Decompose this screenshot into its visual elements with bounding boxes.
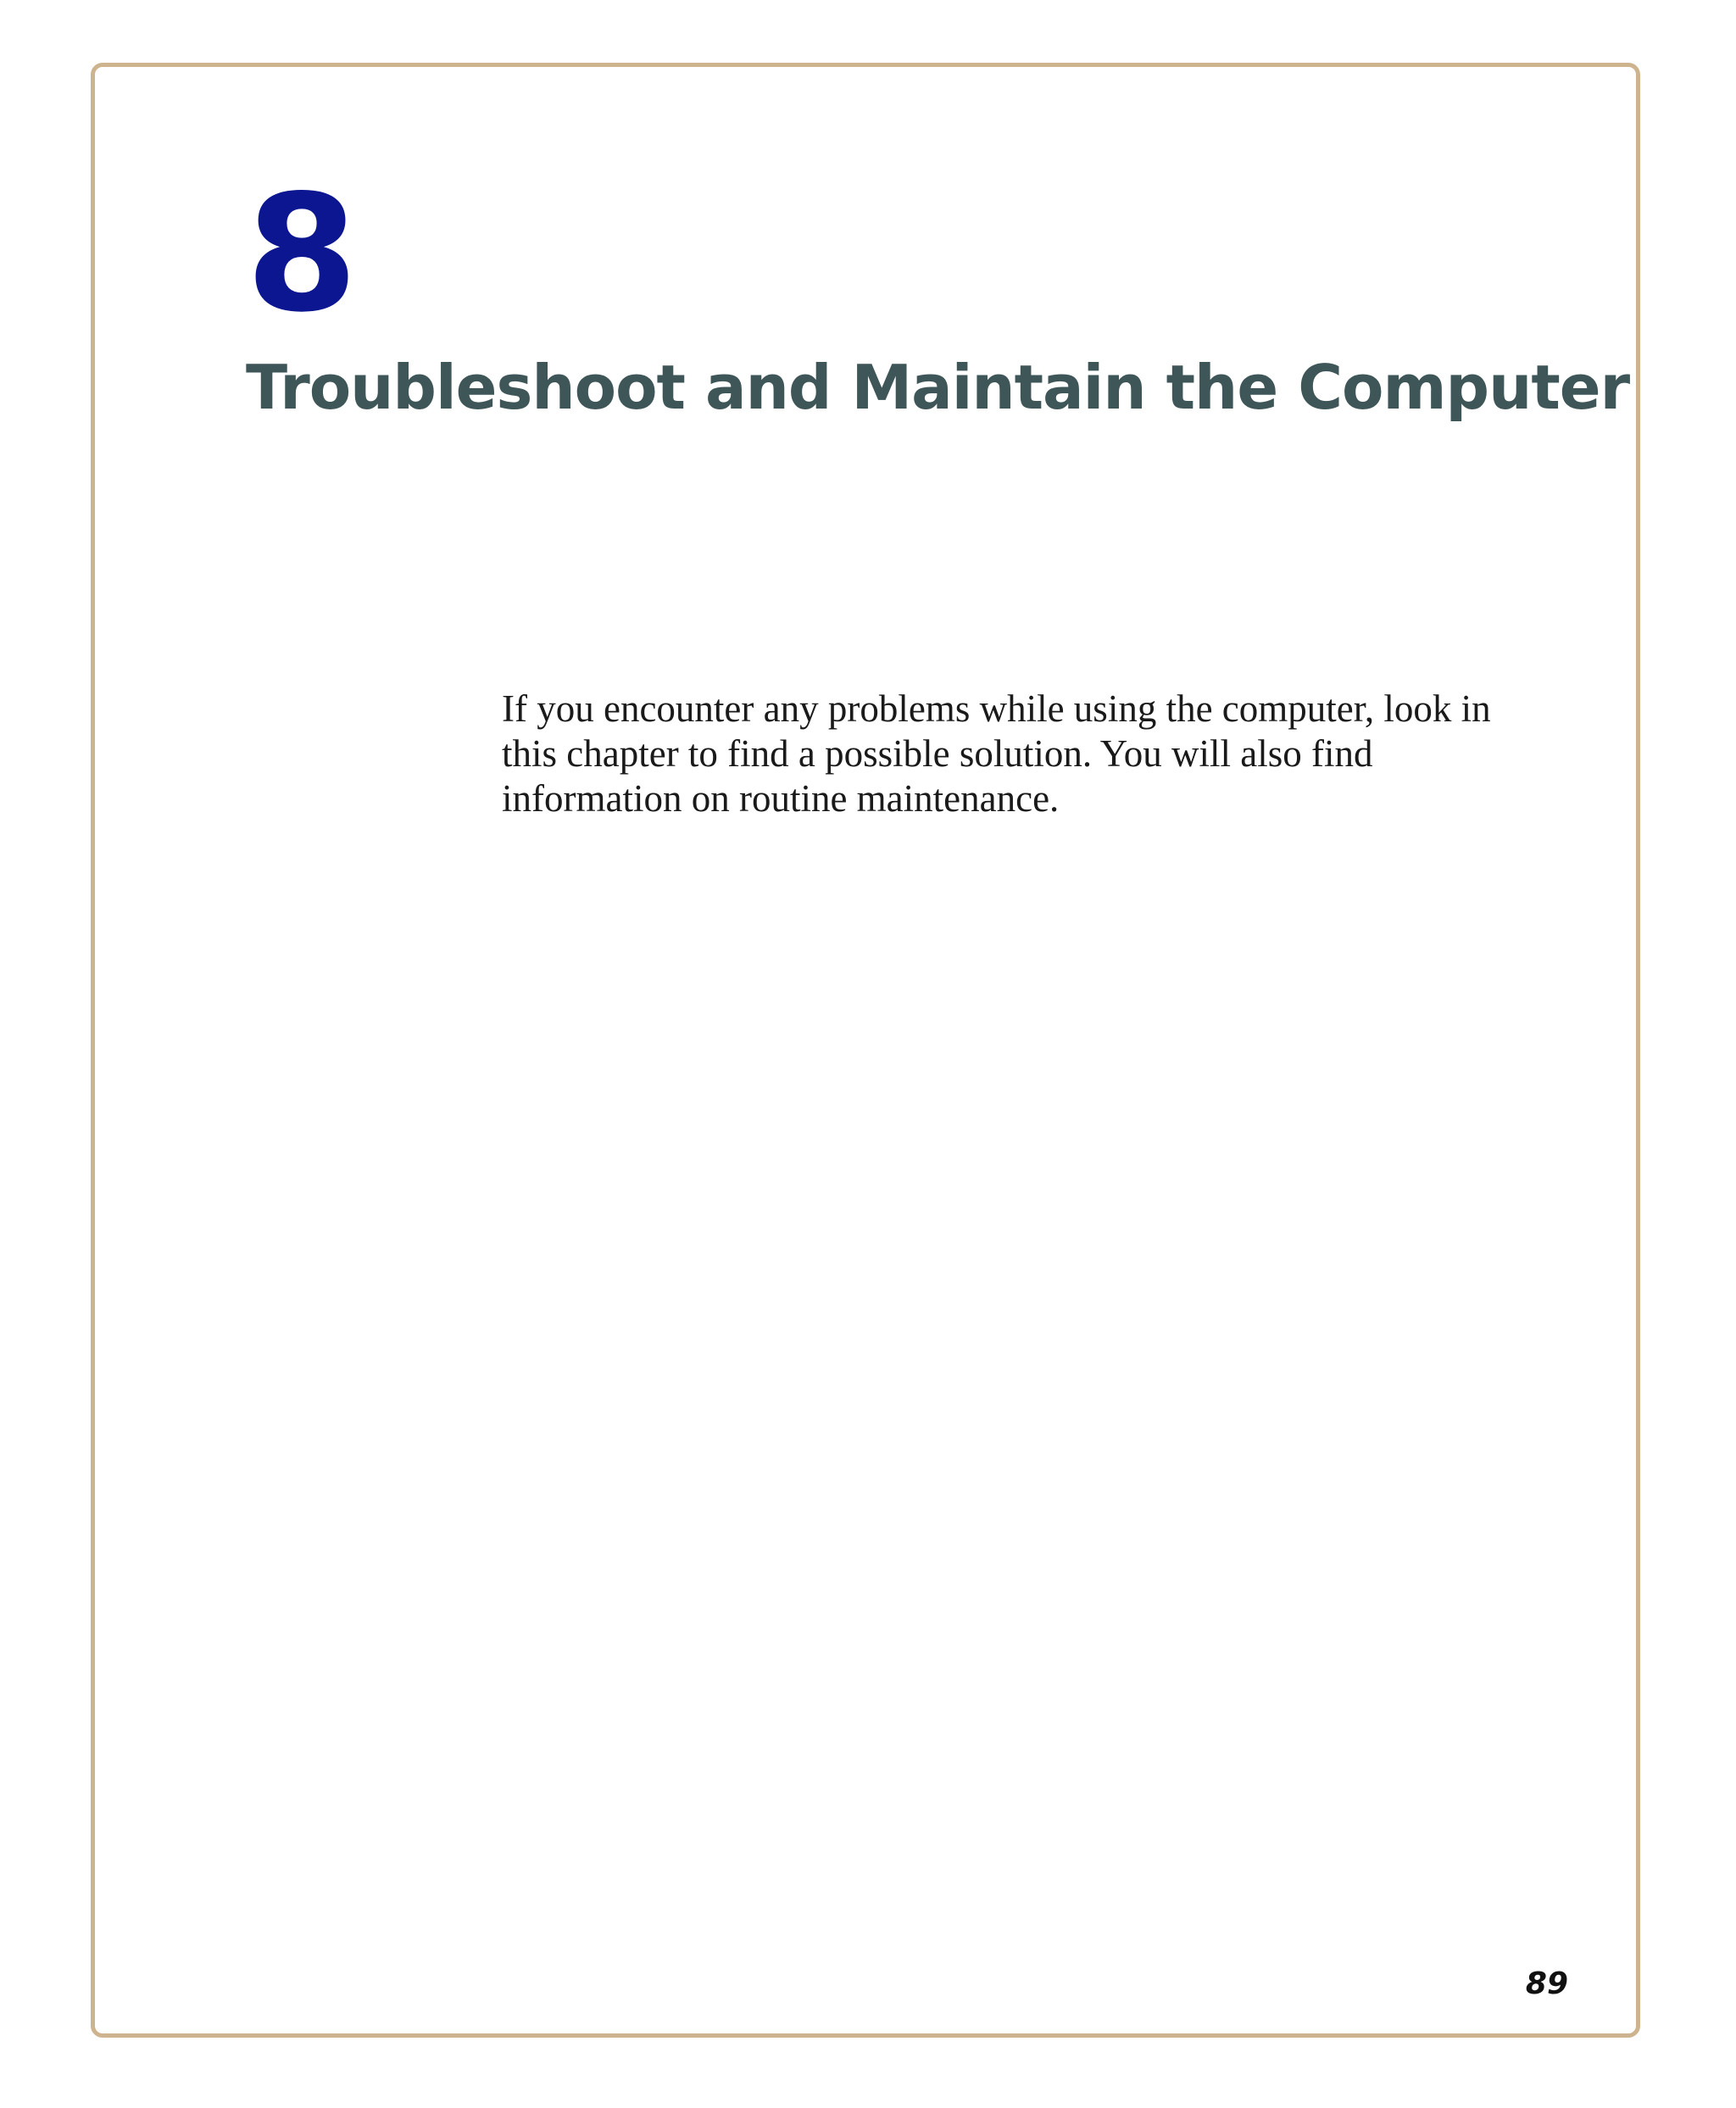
chapter-number: 8 [246, 160, 355, 348]
page-number: 89 [1525, 1966, 1568, 2001]
chapter-intro-paragraph: If you encounter any problems while using the computer, look in this chapter to find a possible solution. You will also find information on routine maintenance. [502, 687, 1491, 820]
chapter-intro [502, 687, 1494, 821]
chapter-title: Troubleshoot and Maintain the Computer [246, 352, 1630, 423]
